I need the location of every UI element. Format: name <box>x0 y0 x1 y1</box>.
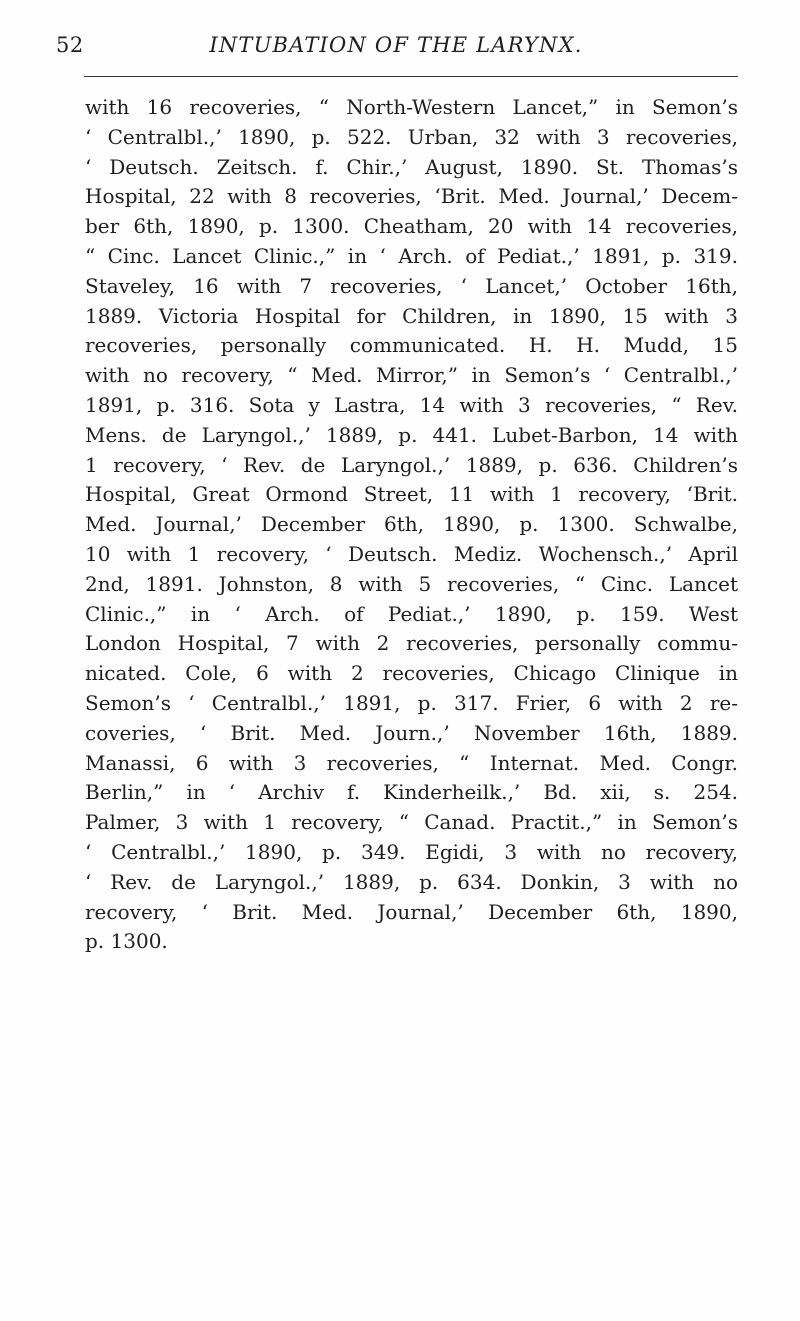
text-line: Mens. de Laryngol.,’ 1889, p. 441. Lubet-Barbon, 14 with <box>85 422 738 447</box>
body-paragraph <box>85 93 738 957</box>
text-line: Clinic.,” in ‘ Arch. of Pediat.,’ 1890, p. 159. West <box>85 601 738 626</box>
header-rule <box>84 76 738 77</box>
text-line: Hospital, 22 with 8 recoveries, ‘Brit. Med. Journal,’ Decem- <box>85 184 738 209</box>
text-line: with no recovery, “ Med. Mirror,” in Semon’s ‘ Centralbl.,’ <box>85 363 738 388</box>
text-line: ber 6th, 1890, p. 1300. Cheatham, 20 with 14 recoveries, <box>85 214 738 239</box>
text-line: ‘ Centralbl.,’ 1890, p. 349. Egidi, 3 with no recovery, <box>85 839 738 864</box>
text-line: coveries, ‘ Brit. Med. Journ.,’ November 16th, 1889. <box>85 720 738 745</box>
text-line: London Hospital, 7 with 2 recoveries, personally commu- <box>85 631 738 656</box>
text-line: ‘ Deutsch. Zeitsch. f. Chir.,’ August, 1890. St. Thomas’s <box>85 154 738 179</box>
text-line: nicated. Cole, 6 with 2 recoveries, Chicago Clinique in <box>85 661 738 686</box>
text-line: 1891, p. 316. Sota y Lastra, 14 with 3 recoveries, “ Rev. <box>85 392 738 417</box>
text-line: recoveries, personally communicated. H. H. Mudd, 15 <box>85 333 738 358</box>
text-line: p. 1300. <box>85 929 168 954</box>
text-line: Staveley, 16 with 7 recoveries, ‘ Lancet,’ October 16th, <box>85 273 738 298</box>
text-line: Berlin,” in ‘ Archiv f. Kinderheilk.,’ Bd. xii, s. 254. <box>85 780 738 805</box>
text-line: ‘ Rev. de Laryngol.,’ 1889, p. 634. Donkin, 3 with no <box>85 869 738 894</box>
running-title: INTUBATION OF THE LARYNX. <box>209 33 583 57</box>
text-line: “ Cinc. Lancet Clinic.,” in ‘ Arch. of Pediat.,’ 1891, p. 319. <box>85 243 738 268</box>
text-line: Palmer, 3 with 1 recovery, “ Canad. Practit.,” in Semon’s <box>85 810 738 835</box>
text-line: 2nd, 1891. Johnston, 8 with 5 recoveries, “ Cinc. Lancet <box>85 571 738 596</box>
text-line: 1889. Victoria Hospital for Children, in 1890, 15 with 3 <box>85 303 738 328</box>
text-line: Med. Journal,’ December 6th, 1890, p. 1300. Schwalbe, <box>85 512 738 537</box>
page-number: 52 <box>56 33 84 57</box>
text-line: with 16 recoveries, “ North-Western Lancet,” in Semon’s <box>85 95 738 119</box>
text-line: 1 recovery, ‘ Rev. de Laryngol.,’ 1889, p. 636. Children’s <box>85 452 738 477</box>
text-line: 10 with 1 recovery, ‘ Deutsch. Mediz. Wochensch.,’ April <box>85 541 738 566</box>
text-line: Manassi, 6 with 3 recoveries, “ Internat. Med. Congr. <box>85 750 738 775</box>
text-line: ‘ Centralbl.,’ 1890, p. 522. Urban, 32 with 3 recoveries, <box>85 124 738 149</box>
text-line: recovery, ‘ Brit. Med. Journal,’ December 6th, 1890, <box>85 899 738 924</box>
text-line: Semon’s ‘ Centralbl.,’ 1891, p. 317. Frier, 6 with 2 re- <box>85 690 738 715</box>
running-head <box>56 33 736 67</box>
text-line: Hospital, Great Ormond Street, 11 with 1 recovery, ‘Brit. <box>85 482 738 507</box>
